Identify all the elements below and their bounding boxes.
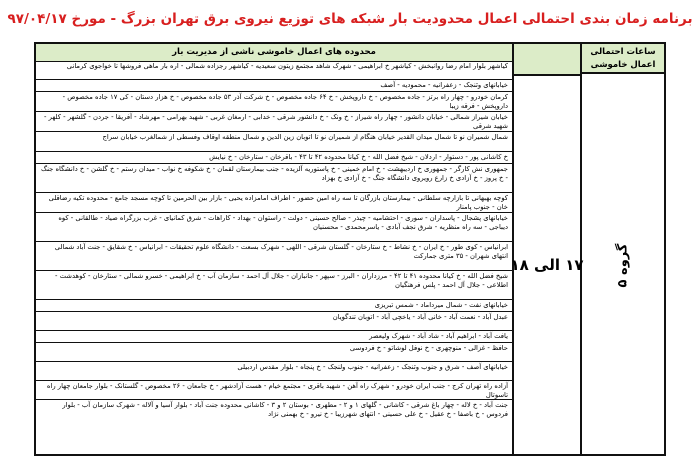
- area-row: یافت آباد - ابراهیم آباد - شاد آباد - شهرک ولیعصر: [36, 331, 512, 343]
- area-row: کیاشهر بلوار امام رضا روانبخش - کیاشهر خ ابراهیمی - شهرک شاهد مجتمع زیتون سعیدیه - کیاشهر رجزاده شمالی - اره بار ماهی فروشها تا خواجوی کرمانی: [36, 61, 512, 80]
- group-label: [582, 74, 664, 456]
- area-row: کوچه بهبهانی تا بازارچه سلطانی - بیمارستان بازرگان تا سه راه امین حضور - اطراف امامزاده یحیی - بازار بین الحرمین تا کوچه مسجد جامع - محدوده تکیه رضاقلی خان - جنوب پامنار: [36, 193, 512, 213]
- area-row: خیابان شیراز شمالی - خیابان دانشور - چهار راه شیراز - خ ونک - خ دانشور شرقی - خدابی - ارمغان غربی - شهید بهرامی - مهرشاد - آفریقا - جردن - گلشهر - کلهر - شهید شرقی: [36, 112, 512, 132]
- area-row: شیخ فضل الله - خ کیانا محدوده ۴۱ تا ۴۲ - مرزداران - البرز - سپهر - جانبازان - جلال آل احمد - سازمان آب - خ ابراهیمی - خسرو شمالی - ستارخان - کوهدشت - اطلاعی - جلال آل احمد - پلس فرهنگیان: [36, 271, 512, 300]
- area-row: جنت آباد - خ لاله - چهار باغ شرقی - کاشانی - گلهای ۱ و ۲ - مطهری - بوستان ۲ و ۳ - کاشانی محدوده جنت آباد - بلوار آسیا و آلاله - شهرک سازمان آب - بلوار فردوس - خ باصفا - خ عقیل - خ علی حسینی - انتهای شهرزیبا - خ نیرو - خ بهمنی نژاد: [62, 401, 508, 418]
- area-row: خیابانهای نفت - شمال میرداماد - شمس تبریزی: [36, 300, 512, 312]
- area-row: کرمان خودرو - چهار راه برتز - جاده مخصوص - خ داروپخش - خ ۶۴ جاده مخصوص - خ شرکت آذر ۵۳ جاده مخصوص - خ هزار دستان - کی ۱۷ جاده مخصوص - داروپخش - فرقه زیبا: [36, 92, 512, 112]
- range-column: [580, 44, 664, 454]
- area-row: خیابانهای پشجال - پاسداران - سوری - احتشامیه - چیذر - صالح حسینی - دولت - راستوان - بهداد - کاراهات - شرق کمانیای - غرب بزرگراه صیاد - طالقانی - کوه دیباجی - سه راه منظریه - شرق نجف آبادی - یاسرمحمدی - محسنیان: [36, 213, 512, 242]
- area-row: ابرانیاس - کوی طور - خ ایران - خ نشاط - خ ستارخان - گلستان شرقی - اللهی - شهرک بسعت - دانشگاه علوم تحقیقات - ابرانیاس - خ شقایق - جنت آباد شمالی انتهای شهران - ۳۵ متری جمارکت: [36, 242, 512, 271]
- area-row: عبدل آباد - نعمت آباد - خانی آباد - یاخچی آباد - اتوبان تندگویان: [36, 312, 512, 331]
- area-row: شمال شمیران نو تا شمال میدان القدیر خیابان هنگام از شمیران نو تا اتوبان زین الدین و شمال منطقه اوقاف وفسطی از شمالغرب خیابان سراج: [36, 132, 512, 152]
- area-header: محدوده های اعمال خاموشی ناشی از مدیریت بار: [36, 44, 512, 62]
- area-row: آزاده راه تهران کرج - جنب ایران خودرو - شهرک راه آهن - شهید باقری - مجتمع خیام - هست آزادشهر - خ جامعان - ۲۶ مخصوص - گلستانک - بلوار جامعان چهار راه تاسوتال: [36, 381, 512, 400]
- area-row: حافظ - غزالی - منوچهری - خ نوفل لوشاتو - خ فردوسی: [36, 343, 512, 362]
- area-row: جمهوری نش کارگر - جمهوری خ اردیبهشت - خ امام خمینی - خ پاستوریه آلزیده - جنب بیمارستان لقمان - خ شکوفه خ نواب - میدان رستم - خ گلشن - خ دانشگاه جنگ - خ پروز - خ آزادی خ زارع رویروی دانشگاه جنگ - خ آزادی خ بهزاد: [36, 164, 512, 193]
- area-row: خیابانهای وثنجک - زعفرانیه - محمودیه - آصف: [36, 80, 512, 92]
- time-range: ۱۷ الی ۱۸: [510, 256, 584, 274]
- area-row: خیابانهای آصف - شرق و جنوب وثنجک - زعفرانیه - جنوب ولنجک - خ پنجاه - بلوار مقدس اردبیلی: [36, 362, 512, 381]
- page-title: برنامه زمان بندی احتمالی اعمال محدودیت بار شبکه های توزیع نیروی برق تهران بزرگ - مورخ ۹۷/۰۴/۱۷: [7, 11, 693, 27]
- group-text: گروه ۵: [615, 243, 631, 287]
- area-row: خ کاشانی پور - دستوار - اردلان - شیخ فضل الله - خ کیانا محدوده ۴۲ تا ۴۳ - باقرخان - ستارخان - خ نیایش: [36, 152, 512, 164]
- schedule-table: [34, 42, 666, 456]
- time-column: [510, 44, 584, 454]
- range-header: ساعات احتمالی اعمال خاموشی: [582, 44, 664, 74]
- area-rows: [36, 61, 512, 428]
- area-column: [36, 44, 512, 454]
- time-header: [514, 44, 580, 76]
